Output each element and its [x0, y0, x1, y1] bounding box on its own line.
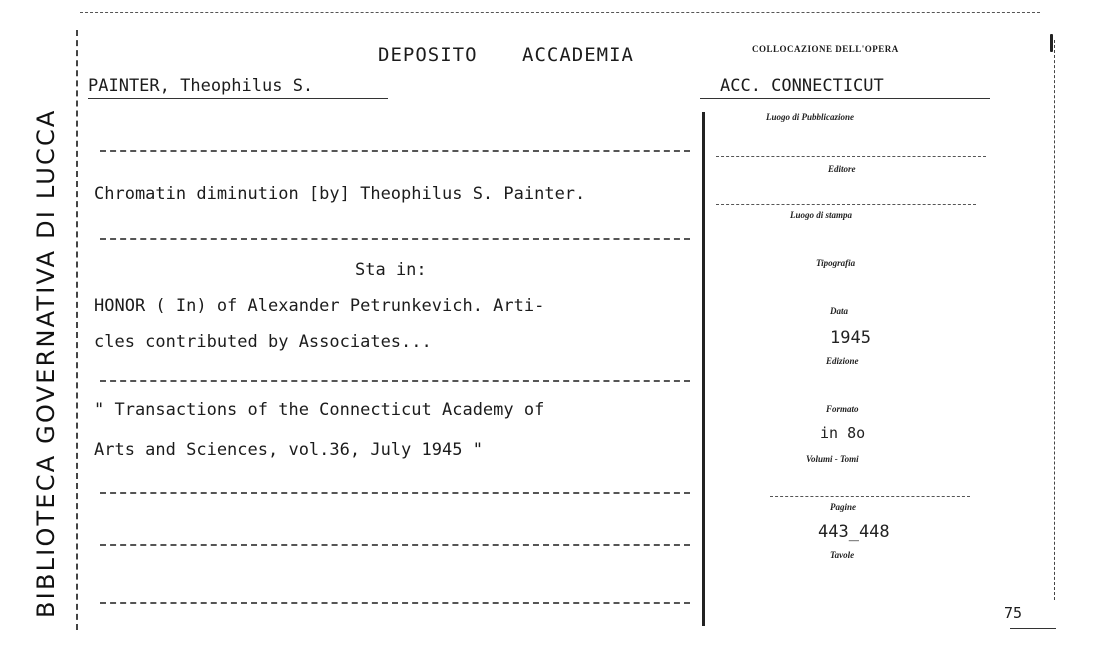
right-edge-line	[1054, 40, 1055, 600]
volumes-label: Volumi - Tomi	[806, 454, 859, 464]
rule-5	[100, 544, 690, 546]
deposit-header: DEPOSITO	[378, 44, 478, 66]
series-line-1: " Transactions of the Connecticut Academy of	[94, 400, 545, 420]
publisher-label: Editore	[828, 164, 856, 174]
library-stamp: BIBLIOTECA GOVERNATIVA DI LUCCA	[32, 108, 60, 618]
card-number: 75	[1004, 604, 1023, 622]
ink-mark	[1050, 34, 1053, 52]
host-line-1: HONOR ( In) of Alexander Petrunkevich. Arti-	[94, 296, 545, 316]
left-margin-line	[76, 30, 78, 630]
author-heading: PAINTER, Theophilus S.	[88, 76, 314, 96]
pages-label: Pagine	[830, 502, 856, 512]
author-underline	[88, 98, 388, 99]
format-label: Formato	[826, 404, 859, 414]
rule-4	[100, 492, 690, 494]
printer-label: Tipografia	[816, 258, 856, 268]
card-corner-curve	[1010, 628, 1056, 629]
print-place-label: Luogo di stampa	[790, 210, 853, 220]
academy-header: ACCADEMIA	[522, 44, 634, 66]
host-line-2: cles contributed by Associates...	[94, 332, 432, 352]
pages-value: 443_448	[818, 522, 890, 542]
shelfmark-underline	[700, 98, 990, 99]
rule-3	[100, 380, 690, 382]
field-rule-2	[716, 204, 976, 205]
place-label: Luogo di Pubblicazione	[766, 112, 855, 122]
plates-label: Tavole	[830, 550, 855, 560]
edition-label: Edizione	[826, 356, 859, 366]
collocation-label: COLLOCAZIONE DELL'OPERA	[752, 44, 899, 54]
date-value: 1945	[830, 328, 871, 348]
shelfmark: ACC. CONNECTICUT	[720, 76, 884, 96]
date-label: Data	[830, 306, 848, 316]
field-rule-1	[716, 156, 986, 157]
top-edge-line	[80, 12, 1040, 13]
rule-6	[100, 602, 690, 604]
field-panel-divider	[702, 112, 705, 626]
format-value: in 8o	[820, 424, 866, 442]
field-rule-3	[770, 496, 970, 497]
in-label: Sta in:	[355, 260, 427, 280]
rule-1	[100, 150, 690, 152]
title-line: Chromatin diminution [by] Theophilus S. Painter.	[94, 184, 586, 204]
rule-2	[100, 238, 690, 240]
series-line-2: Arts and Sciences, vol.36, July 1945 "	[94, 440, 483, 460]
